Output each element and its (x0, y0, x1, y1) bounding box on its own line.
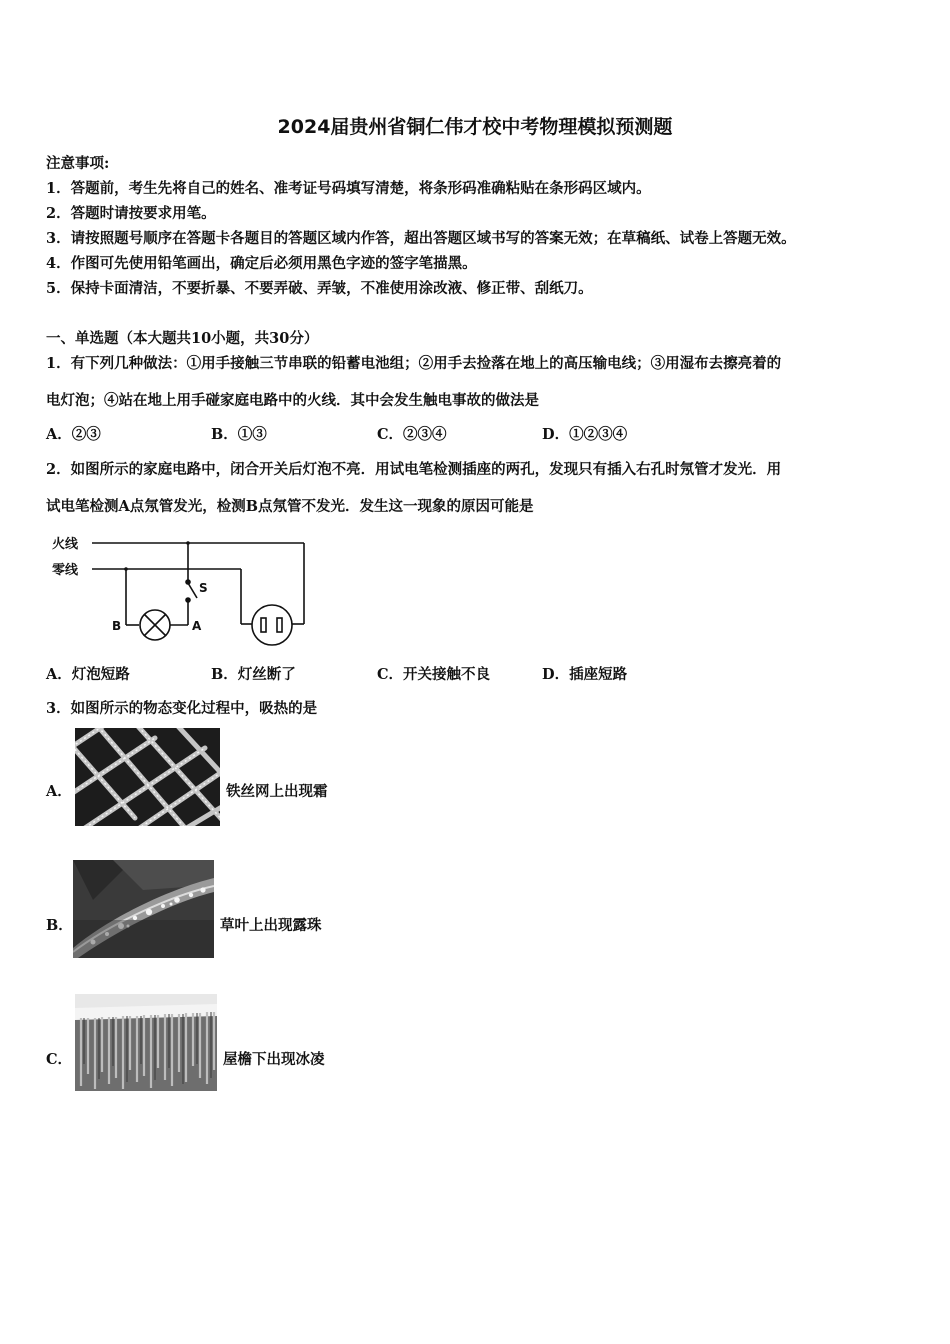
q1-text-line2: 电灯泡；④站在地上用手碰家庭电路中的火线．其中会发生触电事故的做法是 (46, 392, 539, 409)
q3-option-b-caption: 草叶上出现露珠 (220, 917, 322, 934)
junction-dot (186, 541, 190, 545)
socket-hole-right (277, 618, 282, 632)
q2-option-d: D．插座短路 (542, 666, 628, 683)
switch-icon (188, 583, 197, 598)
q1-option-d: D．①②③④ (542, 426, 628, 443)
q1-option-b: B．①③ (211, 426, 267, 443)
junction-dot (124, 567, 128, 571)
dew-on-grass-image (73, 860, 214, 958)
notice-item: 3．请按照题号顺序在答题卡各题目的答题区域内作答，超出答题区域书写的答案无效；在草稿纸、试卷上答题无效。 (46, 230, 796, 247)
q3-option-c-label: C． (46, 1051, 73, 1068)
q2-option-c: C．开关接触不良 (377, 666, 491, 683)
q1-option-c: C．②③④ (377, 426, 447, 443)
q2-text-line2: 试电笔检测A点氖管发光，检测B点氖管不发光．发生这一现象的原因可能是 (46, 498, 534, 515)
notice-item: 4．作图可先使用铅笔画出，确定后必须用黑色字迹的签字笔描黑。 (46, 255, 477, 272)
circuit-diagram (46, 528, 316, 650)
notice-heading: 注意事项: (46, 155, 110, 172)
point-b-label: B (112, 619, 122, 633)
q3-option-a-label: A． (46, 783, 72, 800)
q3-option-a-caption: 铁丝网上出现霜 (226, 783, 328, 800)
socket-hole-left (261, 618, 266, 632)
neutral-wire-label: 零线 (52, 563, 79, 578)
q2-option-a: A．灯泡短路 (46, 666, 130, 683)
live-wire-label: 火线 (52, 537, 79, 552)
q2-option-b: B．灯丝断了 (211, 666, 296, 683)
socket-icon (252, 605, 292, 645)
point-a-label: A (192, 619, 202, 633)
q3-option-b-label: B． (46, 917, 73, 934)
q3-option-c-caption: 屋檐下出现冰凌 (223, 1051, 325, 1068)
switch-contact (186, 598, 190, 602)
q3-text: 3．如图所示的物态变化过程中，吸热的是 (46, 700, 318, 717)
frost-wire-mesh-image (75, 728, 220, 826)
q2-text-line1: 2．如图所示的家庭电路中，闭合开关后灯泡不亮．用试电笔检测插座的两孔，发现只有插入右孔时氖管才发光．用 (46, 461, 782, 478)
section-heading: 一、单选题（本大题共10小题，共30分） (46, 330, 319, 347)
notice-item: 2．答题时请按要求用笔。 (46, 205, 216, 222)
q1-text-line1: 1．有下列几种做法：①用手接触三节串联的铅蓄电池组；②用手去捡落在地上的高压输电线；③用湿布去擦亮着的 (46, 355, 782, 372)
q1-option-a: A．②③ (46, 426, 101, 443)
notice-item: 1．答题前，考生先将自己的姓名、准考证号码填写清楚，将条形码准确粘贴在条形码区域内。 (46, 180, 651, 197)
switch-label: S (199, 581, 208, 595)
page-title: 2024届贵州省铜仁伟才校中考物理模拟预测题 (277, 116, 673, 138)
notice-item: 5．保持卡面清洁，不要折暴、不要弄破、弄皱，不准使用涂改液、修正带、刮纸刀。 (46, 280, 593, 297)
icicles-image (75, 994, 217, 1091)
